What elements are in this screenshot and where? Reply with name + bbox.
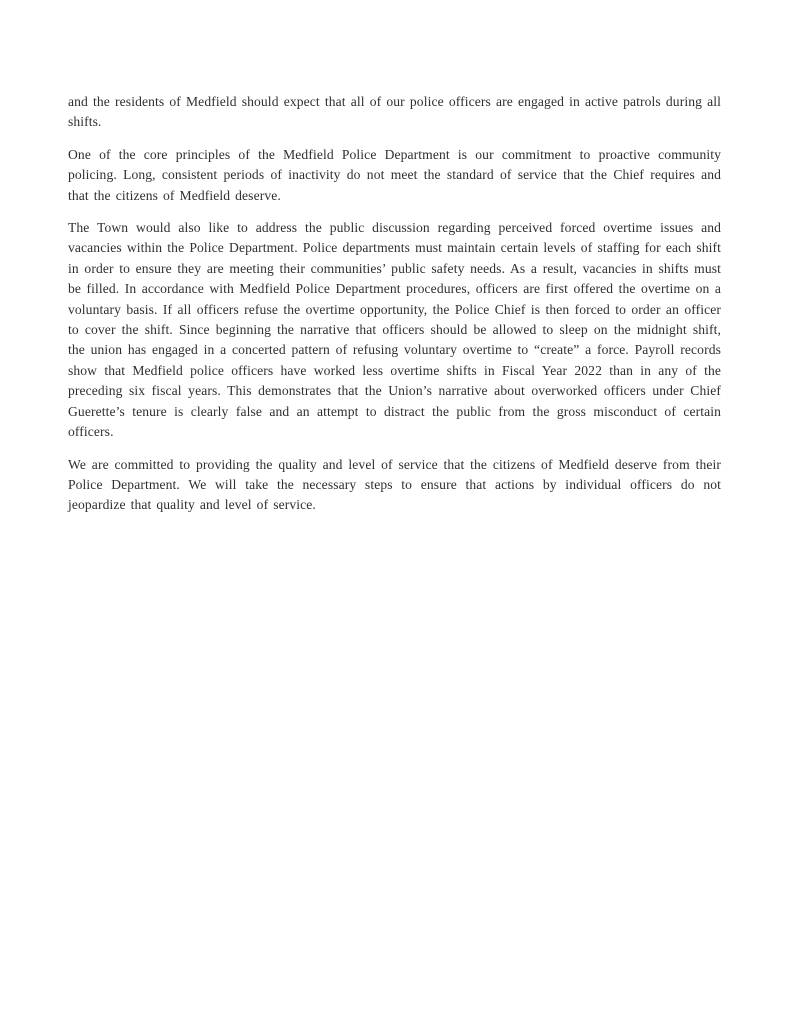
paragraph-overtime-discussion: The Town would also like to address the public discussion regarding perceived forced overtime issues and vacancies within the Police Department. Police departments must maintain certain levels of staffing for each shift in order to ensure they are meeting their communities’ public safety needs. As a result, vacancies in shifts must be filled. In accordance with Medfield Police Department procedures, officers are first offered the overtime on a voluntary basis. If all officers refuse the overtime opportunity, the Police Chief is then forced to order an officer to cover the shift. Since beginning the narrative that officers should be allowed to sleep on the midnight shift, the union has engaged in a concerted pattern of refusing voluntary overtime to “create” a force. Payroll records show that Medfield police officers have worked less overtime shifts in Fiscal Year 2022 than in any of the preceding six fiscal years. This demonstrates that the Union’s narrative about overworked officers under Chief Guerette’s tenure is clearly false and an attempt to distract the public from the gross misconduct of certain officers. — [68, 220, 721, 440]
paragraph-core-principles: One of the core principles of the Medfield Police Department is our commitment to proactive community policing. Long, consistent periods of inactivity do not meet the standard of service that the Chief requires and that the citizens of Medfield deserve. — [68, 146, 721, 203]
document-body — [68, 92, 721, 516]
paragraph-active-patrols: and the residents of Medfield should expect that all of our police officers are engaged in active patrols during all shifts. — [68, 94, 721, 130]
paragraph-commitment-closing: We are committed to providing the quality and level of service that the citizens of Medfield deserve from their Police Department. We will take the necessary steps to ensure that actions by individual officers do not jeopardize that quality and level of service. — [68, 456, 721, 513]
